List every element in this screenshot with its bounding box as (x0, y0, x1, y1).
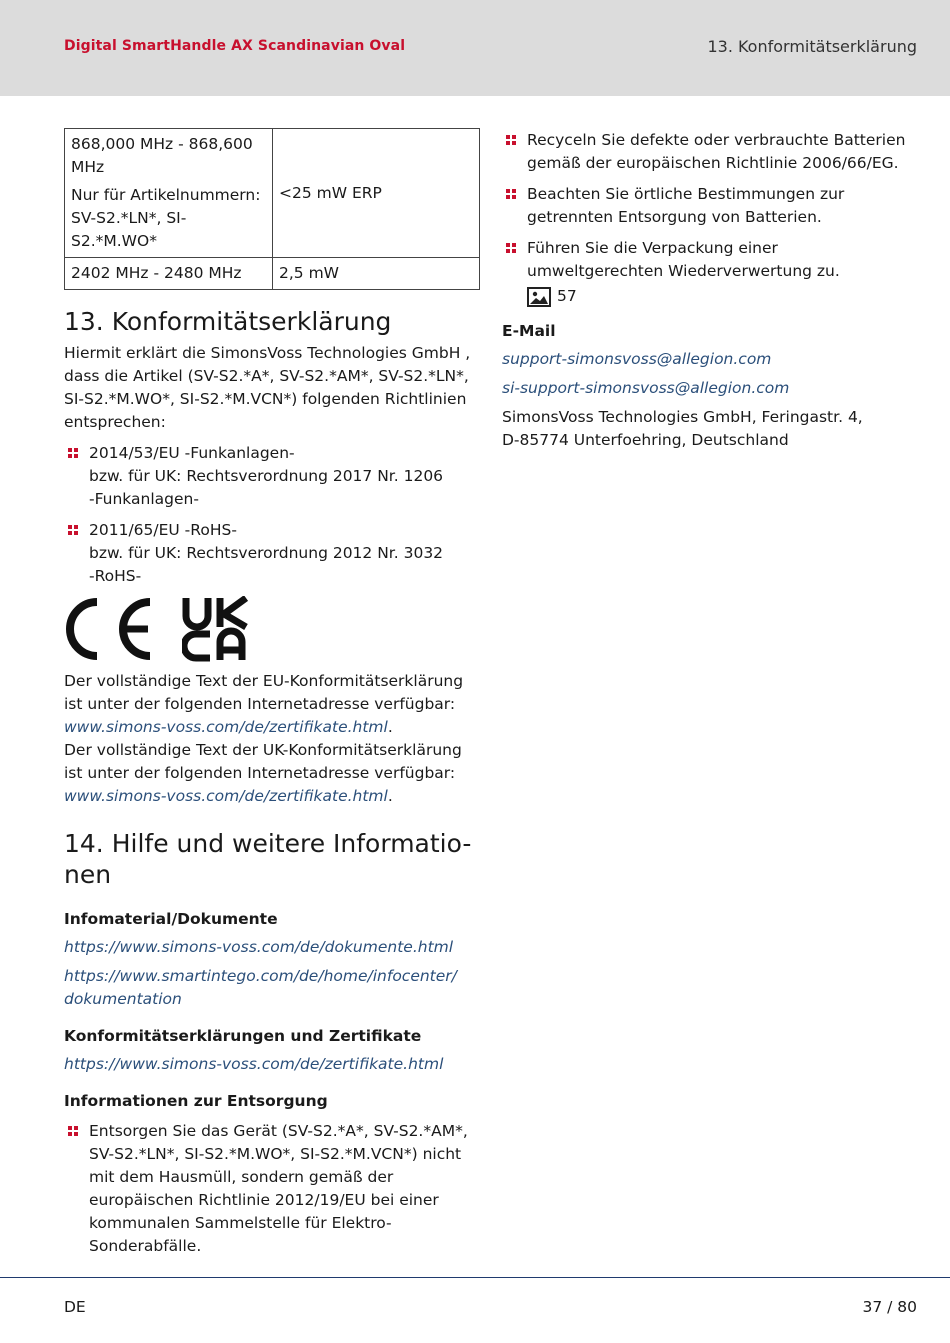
bullet-icon (506, 189, 516, 199)
period: . (387, 718, 393, 736)
heading-line: 14. Hilfe und weitere Informatio- (64, 829, 472, 858)
bullet-text: Recyceln Sie defekte oder verbrauchte Batterien gemäß der europäischen Richtlinie 2006/66/EG. (527, 131, 906, 172)
certification-marks (64, 596, 480, 662)
ukca-mark-icon (182, 596, 250, 662)
eu-certificate-link[interactable]: www.simons-voss.com/de/zertifikate.html (64, 718, 388, 736)
product-title: Digital SmartHandle AX Scandinavian Oval (64, 38, 406, 54)
certificates-link[interactable]: https://www.simons-voss.com/de/zertifikate.html (64, 1055, 444, 1073)
bullet-icon (68, 1126, 78, 1136)
link-line: https://www.smartintego.com/de/home/infocenter/ (64, 967, 457, 985)
link-line: dokumentation (64, 990, 182, 1008)
email-title: E-Mail (502, 322, 556, 340)
list-item (502, 237, 917, 283)
table-cell (273, 258, 480, 290)
frequency-value: 868,000 MHz - 868,600 MHz (71, 135, 253, 176)
certificates-title: Konformitätserklärungen und Zertifikate (64, 1027, 422, 1045)
directive-line: bzw. für UK: Rechtsverordnung 2012 Nr. 3032 (89, 544, 444, 562)
bullet-icon (68, 448, 78, 458)
table-row (65, 258, 480, 290)
bullet-icon (506, 243, 516, 253)
directive-line: 2011/65/EU -RoHS- (89, 521, 237, 539)
image-reference[interactable] (502, 285, 917, 308)
image-icon (527, 287, 551, 307)
section-heading-13: 13. Konformitätserklärung (64, 307, 392, 336)
disposal-title: Informationen zur Entsorgung (64, 1092, 328, 1110)
section-heading-14 (64, 828, 480, 890)
bullet-text: Beachten Sie örtliche Bestimmungen zur getrennten Entsorgung von Batterien. (527, 185, 845, 226)
period: . (387, 787, 393, 805)
eu-text: Der vollständige Text der EU-Konformitätserklärung ist unter der folgenden Internetadresse verfügbar: (64, 672, 464, 713)
left-column (64, 128, 480, 1266)
disposal-text: Entsorgen Sie das Gerät (SV-S2.*A*, SV-S2.*AM*, SV-S2.*LN*, SI-S2.*M.WO*, SI-S2.*M.VCN*) nicht mit dem Hausmüll, sondern gemäß der europäischen Richtlinie 2012/19/EU bei einer kommunalen Sammelstelle für Elektro-Sonderabfälle. (89, 1122, 468, 1255)
list-item (64, 1120, 480, 1258)
eu-conformity-text (64, 670, 480, 808)
docs-link-2[interactable] (64, 965, 480, 1011)
table-row (65, 129, 480, 258)
directive-line: 2014/53/EU -Funkanlagen- (89, 444, 295, 462)
power-value: 2,5 mW (279, 264, 340, 282)
address-line: D-85774 Unterfoehring, Deutschland (502, 431, 789, 449)
company-address (502, 406, 917, 452)
frequency-value: 2402 MHz - 2480 MHz (71, 264, 242, 282)
directive-line: bzw. für UK: Rechtsverordnung 2017 Nr. 1206 (89, 467, 444, 485)
directive-line: -RoHS- (89, 567, 142, 585)
email-link-2[interactable]: si-support-simonsvoss@allegion.com (502, 379, 790, 397)
list-item (64, 442, 480, 511)
uk-text: Der vollständige Text der UK-Konformitätserklärung ist unter der folgenden Internetadresse verfügbar: (64, 741, 462, 782)
power-value: <25 mW ERP (279, 183, 382, 202)
docs-link-1[interactable]: https://www.simons-voss.com/de/dokumente.html (64, 938, 454, 956)
directive-list (64, 442, 480, 588)
list-item (64, 519, 480, 588)
uk-certificate-link[interactable]: www.simons-voss.com/de/zertifikate.html (64, 787, 388, 805)
ce-mark-icon (64, 596, 156, 662)
address-line: SimonsVoss Technologies GmbH, Feringastr. 4, (502, 408, 863, 426)
disposal-list (64, 1120, 480, 1258)
list-item (502, 129, 917, 175)
docs-title: Infomaterial/Dokumente (64, 910, 278, 928)
chapter-title: 13. Konformitätserklärung (707, 37, 917, 56)
right-column (502, 128, 917, 452)
bullet-text: Führen Sie die Verpackung einer umweltgerechten Wiederverwertung zu. (527, 239, 840, 280)
table-cell (65, 258, 273, 290)
image-ref-number: 57 (557, 287, 577, 305)
page-header (0, 0, 950, 96)
footer-page-number: 37 / 80 (862, 1298, 917, 1316)
frequency-table (64, 128, 480, 290)
footer-divider (0, 1277, 950, 1278)
battery-list (502, 129, 917, 283)
list-item (502, 183, 917, 229)
table-cell (65, 129, 273, 258)
bullet-icon (68, 525, 78, 535)
article-note: Nur für Artikelnummern: SV-S2.*LN*, SI-S2.*M.WO* (71, 186, 261, 250)
footer-language: DE (64, 1298, 86, 1316)
table-cell (273, 129, 480, 258)
email-link-1[interactable]: support-simonsvoss@allegion.com (502, 350, 772, 368)
directive-line: -Funkanlagen- (89, 490, 199, 508)
bullet-icon (506, 135, 516, 145)
heading-line: nen (64, 860, 112, 889)
conformity-intro: Hiermit erklärt die SimonsVoss Technologies GmbH , dass die Artikel (SV-S2.*A*, SV-S2.*AM*, SV-S2.*LN*, SI-S2.*M.WO*, SI-S2.*M.VCN*) folgenden Richtlinien entsprechen: (64, 344, 471, 431)
